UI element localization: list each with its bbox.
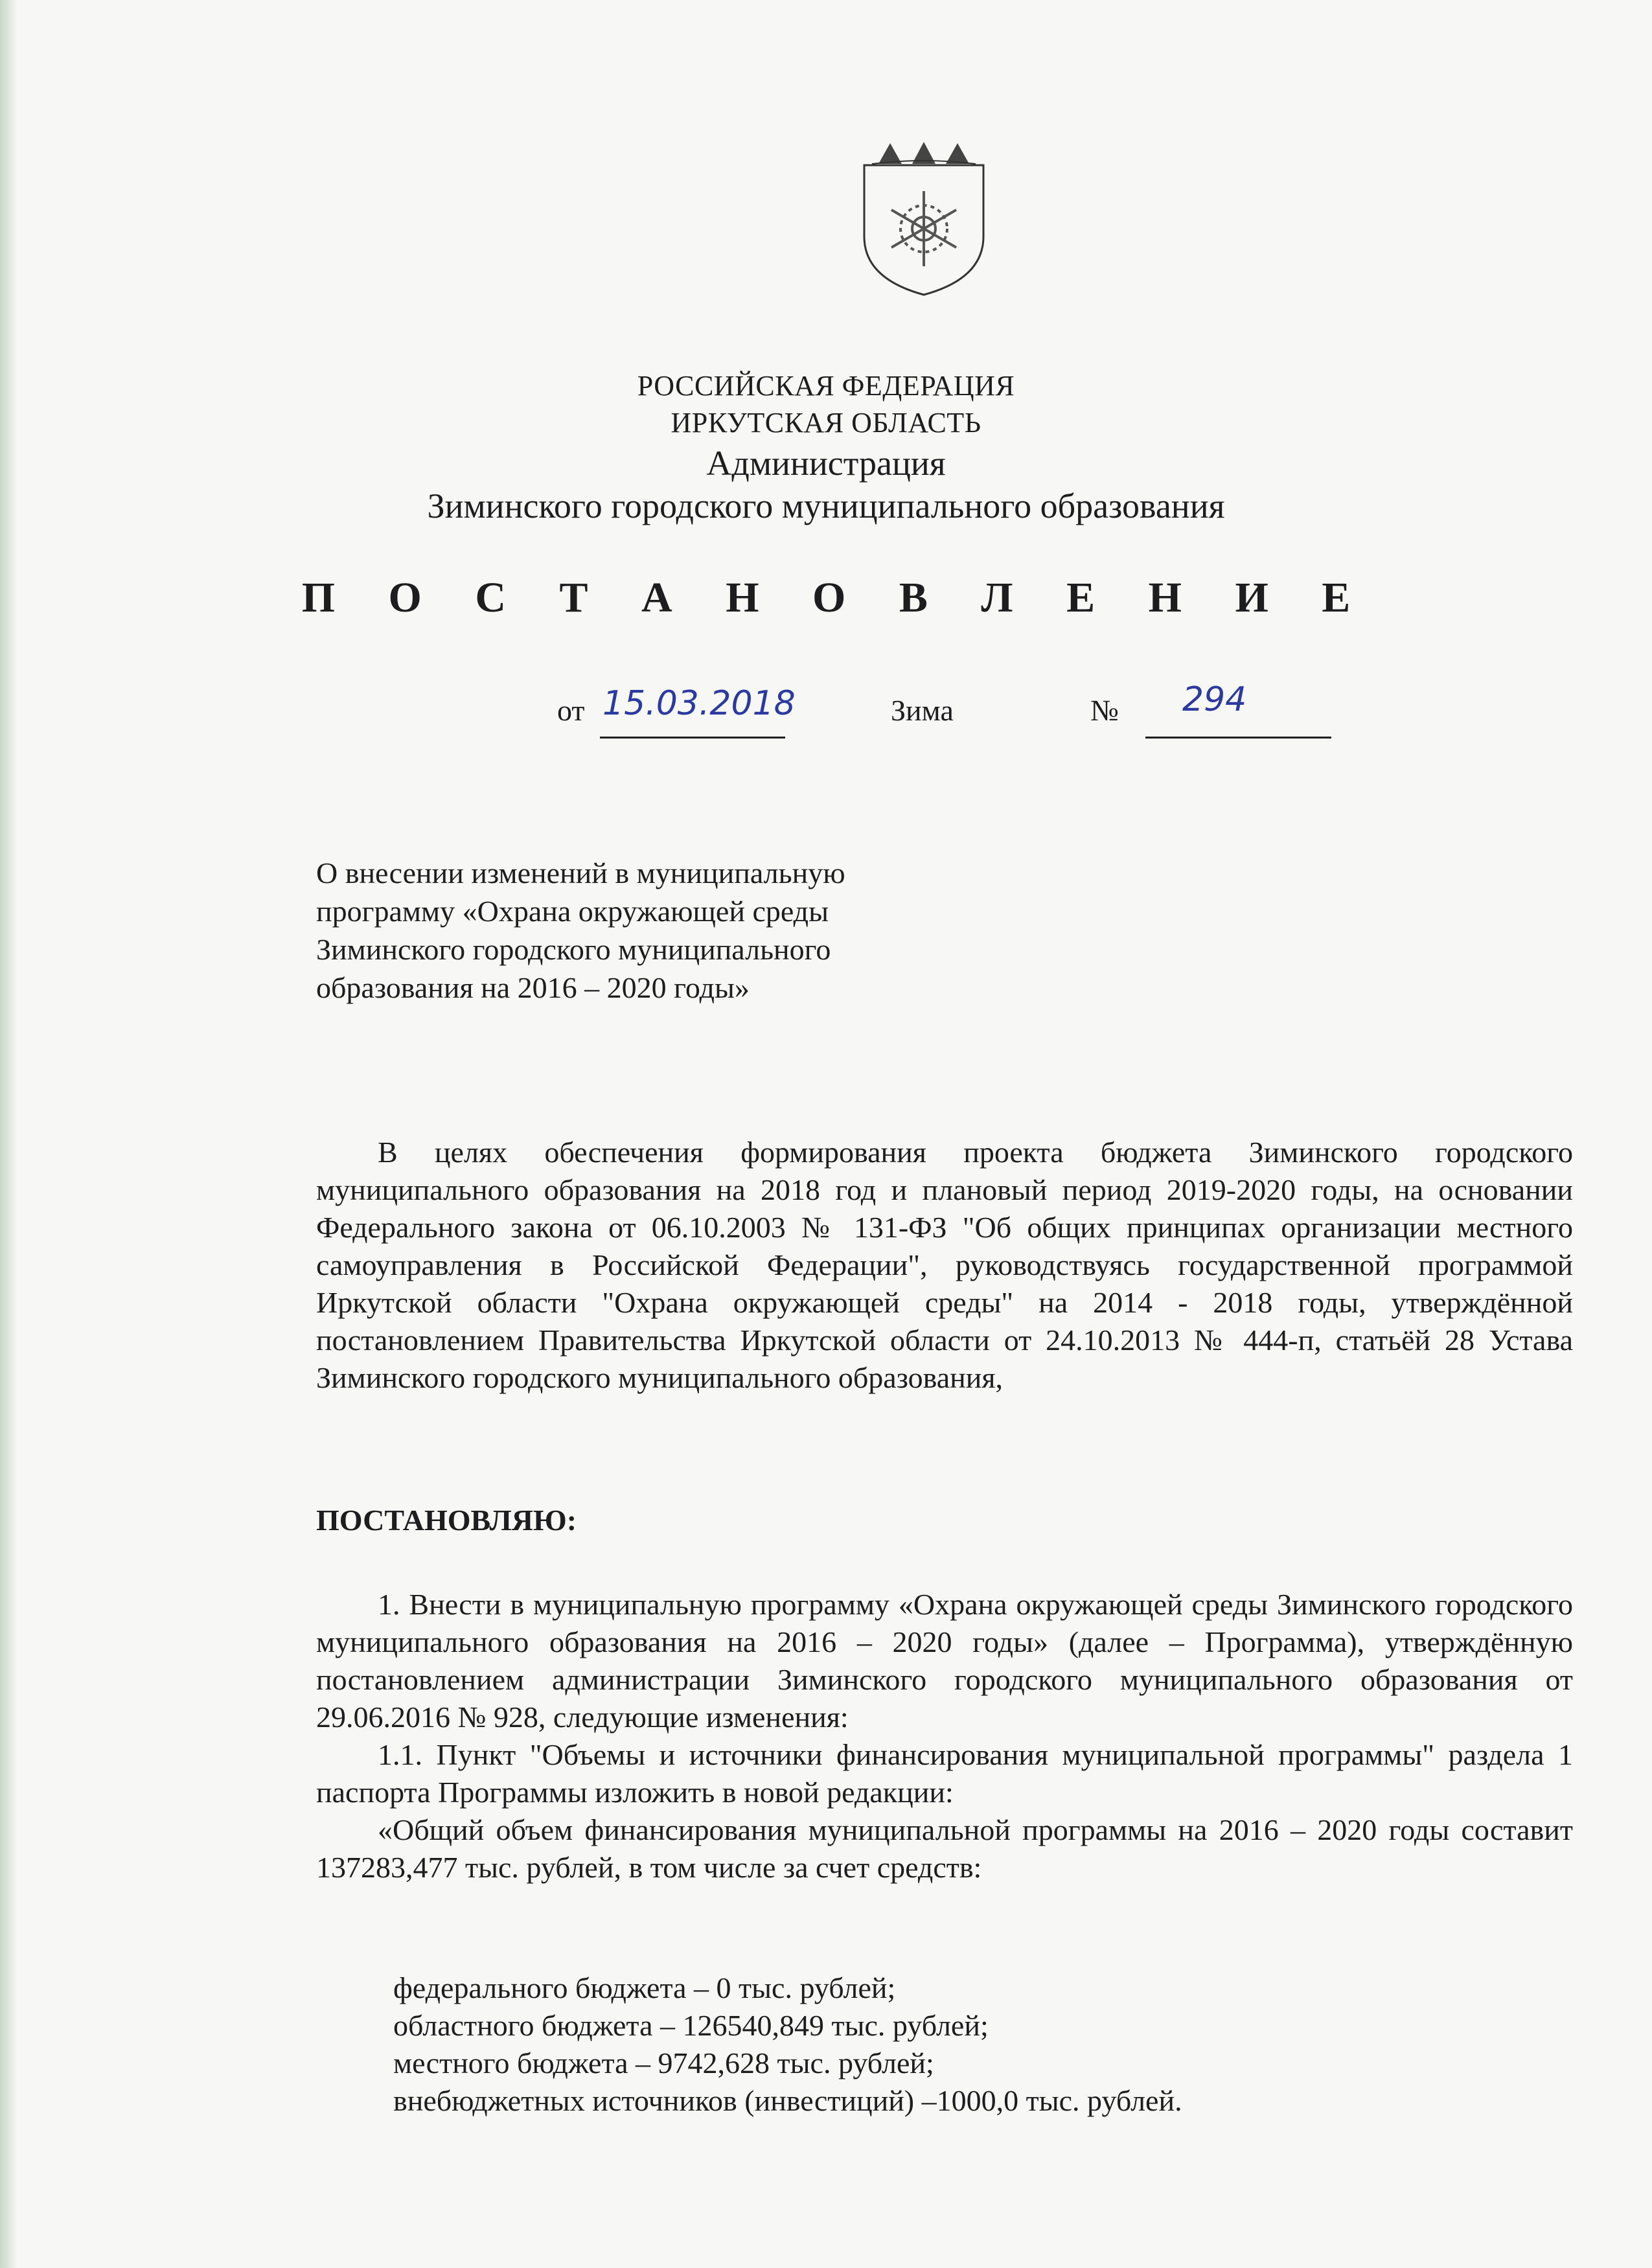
subject-line: программу «Охрана окружающей среды bbox=[316, 895, 829, 928]
subject-line: О внесении изменений в муниципальную bbox=[316, 856, 845, 889]
number-underline bbox=[1145, 737, 1331, 739]
funding-item: областного бюджета – 126540,849 тыс. рублей; bbox=[393, 2009, 989, 2042]
funding-quote: «Общий объем финансирования муниципальной программы на 2016 – 2020 годы составит 137283,477 тыс. рублей, в том числе за счет средств: bbox=[316, 1813, 1573, 1884]
header-country: РОССИЙСКАЯ ФЕДЕРАЦИЯ bbox=[637, 370, 1015, 402]
clause-1: 1. Внести в муниципальную программу «Охрана окружающей среды Зиминского городского муниципального образования на 2016 – 2020 годы» (далее – Программа), утверждённую постановлением администрации Зиминского городского муниципального образования от 29.06.2016 № 928, следующие изменения: bbox=[316, 1588, 1573, 1734]
date-handwritten: 15.03.2018 bbox=[602, 684, 796, 723]
preamble-block bbox=[316, 1134, 1573, 1397]
city-name: Зима bbox=[891, 694, 954, 727]
funding-list bbox=[393, 1969, 1182, 2120]
scan-edge bbox=[0, 0, 17, 2268]
preamble-paragraph: В целях обеспечения формирования проекта бюджета Зиминского городского муниципального образования на 2018 год и плановый период 2019-2020 годы, на основании Федерального закона от 06.10.2003 № 131-ФЗ "Об общих принципах организации местного самоуправления в Российской Федерации", руководствуясь государственной программой Иркутской области "Охрана окружающей среды" на 2014 - 2018 годы, утверждённой постановлением Правительства Иркутской области от 24.10.2013 № 444-п, статьёй 28 Устава Зиминского городского муниципального образования, bbox=[316, 1136, 1573, 1394]
header-org-line1: Администрация bbox=[706, 444, 946, 483]
number-label: № bbox=[1090, 694, 1119, 727]
date-from-label: от bbox=[557, 694, 585, 727]
funding-item: внебюджетных источников (инвестиций) –1000,0 тыс. рублей. bbox=[393, 2084, 1182, 2117]
header-region: ИРКУТСКАЯ ОБЛАСТЬ bbox=[671, 407, 981, 439]
clauses-block bbox=[316, 1586, 1573, 1886]
funding-item: местного бюджета – 9742,628 тыс. рублей; bbox=[393, 2046, 934, 2079]
number-handwritten: 294 bbox=[1182, 680, 1247, 719]
subject-line: Зиминского городского муниципального bbox=[316, 933, 831, 966]
subject-line: образования на 2016 – 2020 годы» bbox=[316, 971, 750, 1004]
funding-item: федерального бюджета – 0 тыс. рублей; bbox=[393, 1971, 896, 2004]
document-title: П О С Т А Н О В Л Е Н И Е bbox=[301, 574, 1372, 621]
subject-block bbox=[316, 854, 964, 1007]
header-org-line2: Зиминского городского муниципального образования bbox=[427, 487, 1225, 525]
coat-of-arms-icon bbox=[859, 139, 989, 298]
clause-1-1: 1.1. Пункт "Объемы и источники финансирования муниципальной программы" раздела 1 паспорта Программы изложить в новой редакции: bbox=[316, 1738, 1573, 1809]
date-underline bbox=[600, 737, 785, 739]
resolve-heading: ПОСТАНОВЛЯЮ: bbox=[316, 1504, 577, 1537]
